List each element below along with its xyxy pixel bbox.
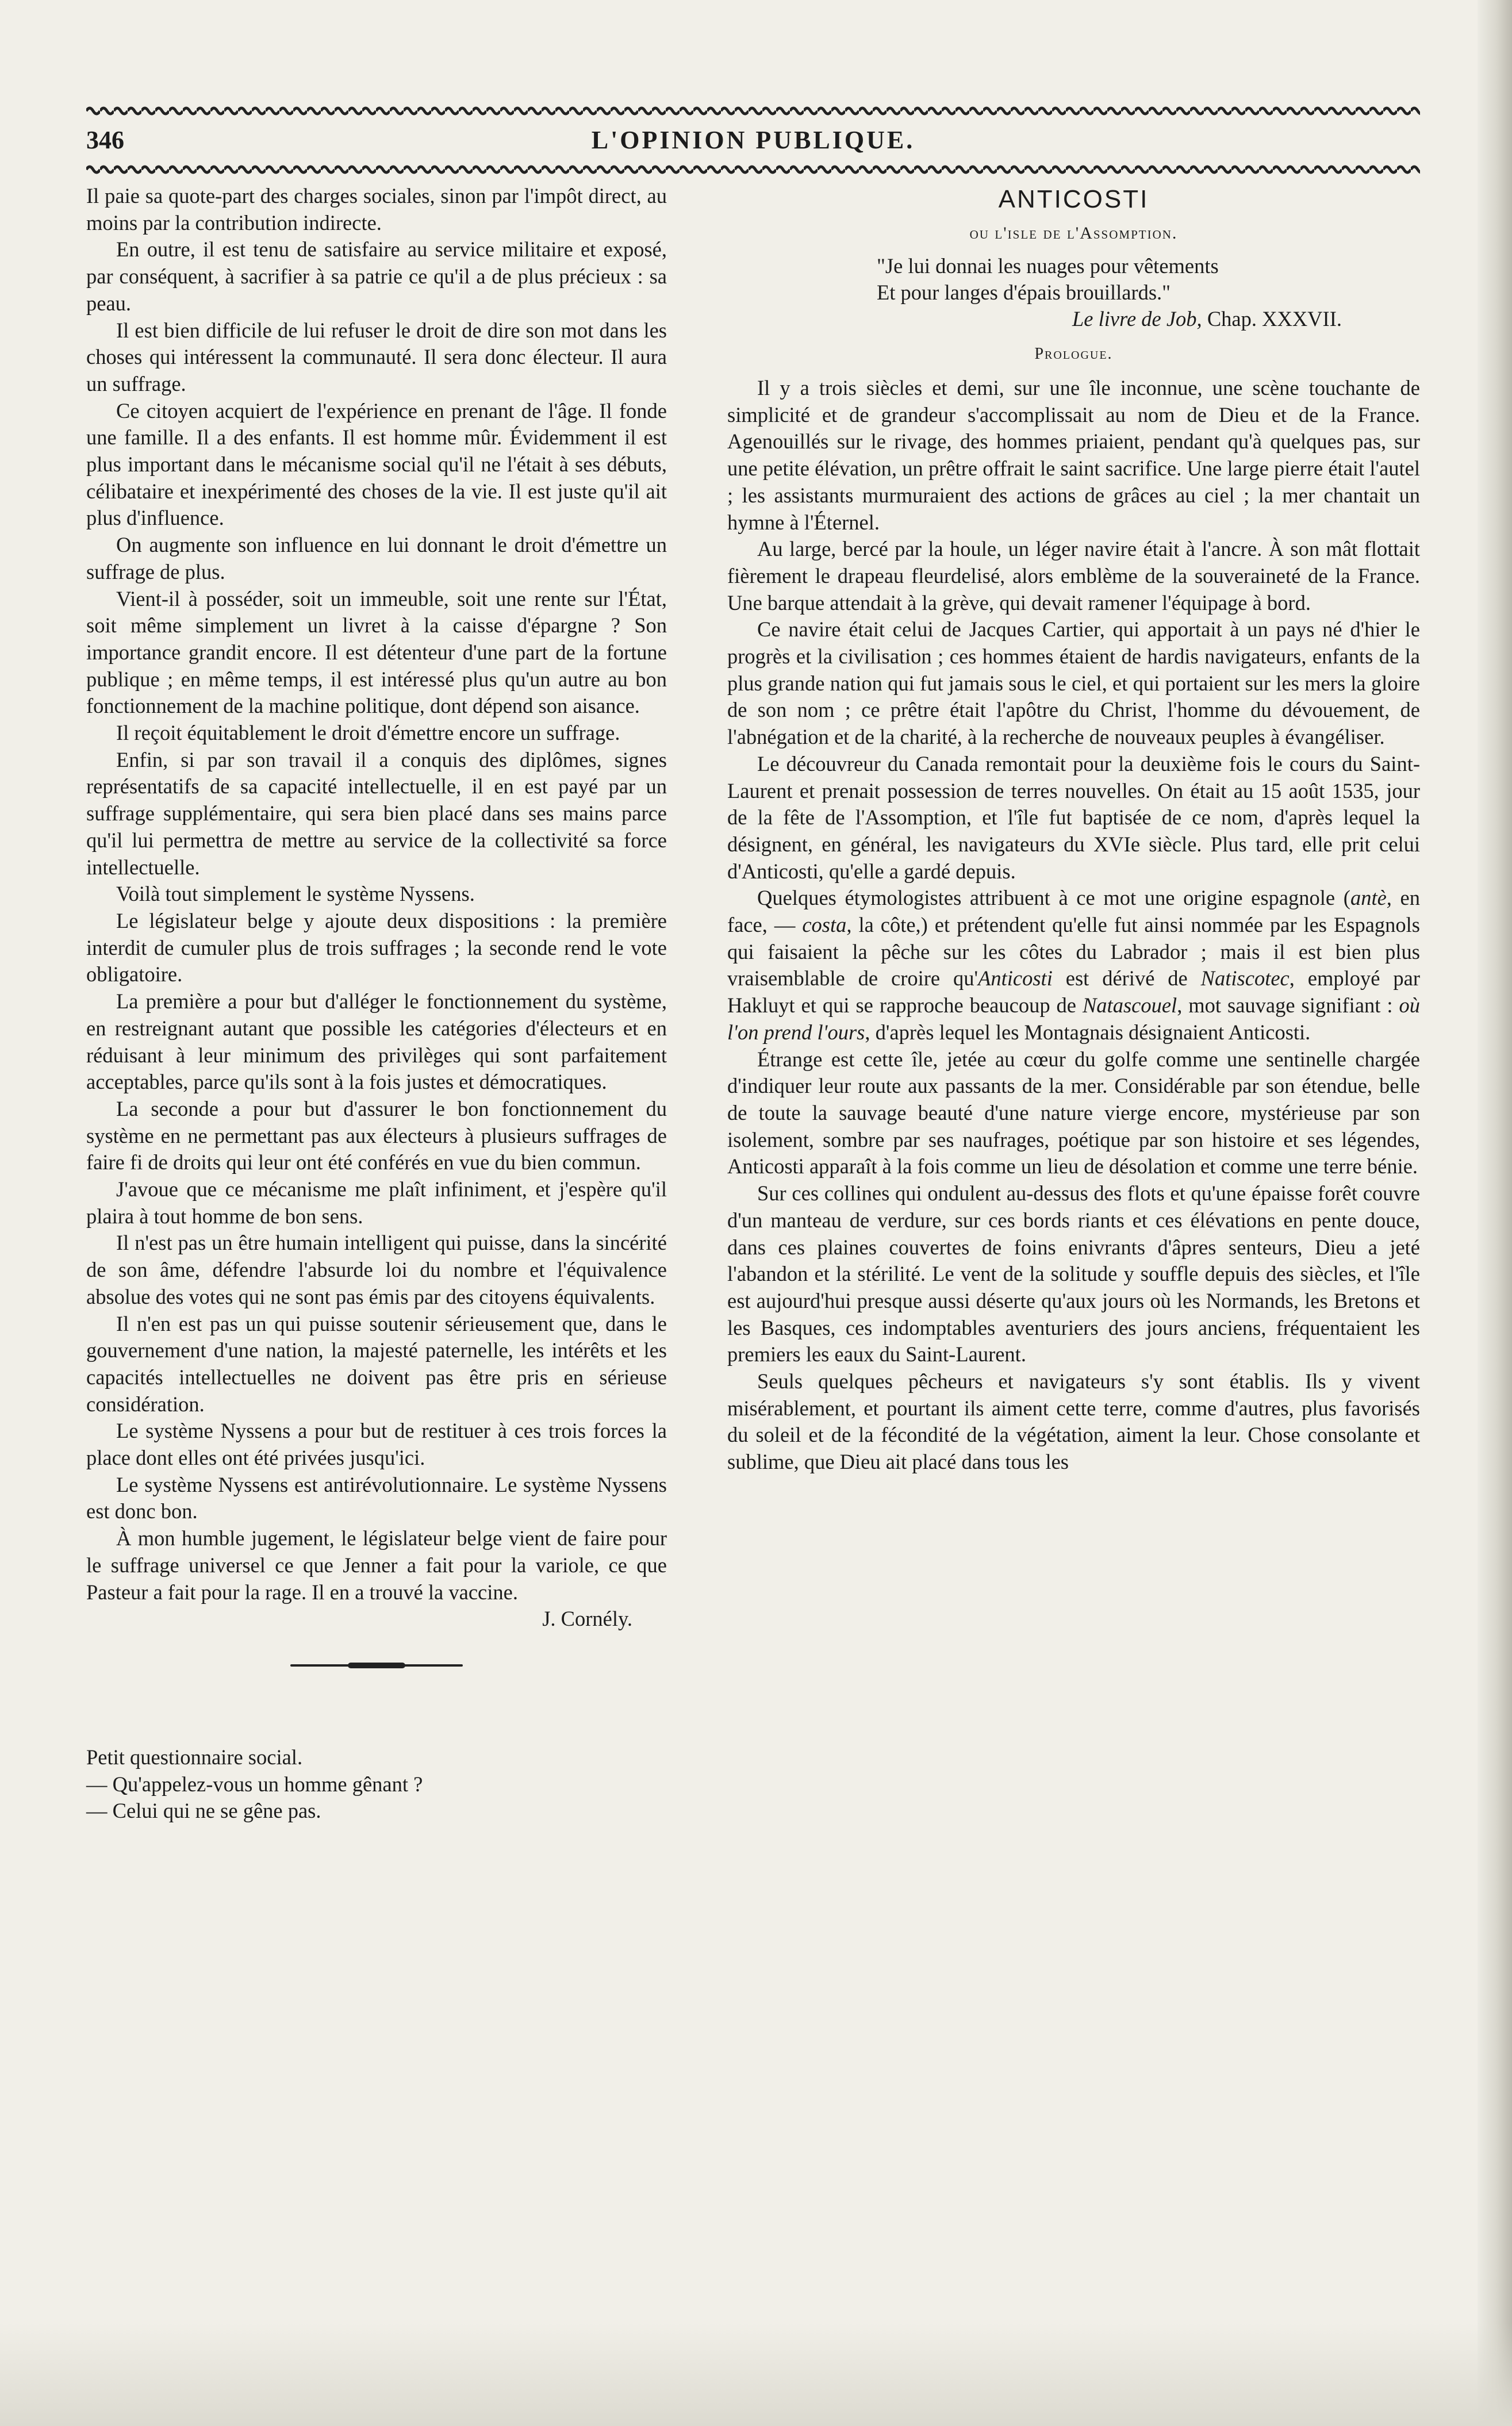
left-paragraph: Enfin, si par son travail il a conquis des diplômes, signes représentatifs de sa capacité intellectuelle, il en est payé par un suffrage supplémentaire, qui sera bien placé dans ses mains parce qu'il lui permettra de mettre au service de la collectivité sa force intellectuelle. (86, 747, 667, 879)
etym-text: en face, — (727, 886, 1421, 937)
questionnaire-title: Petit questionnaire social. (86, 1745, 303, 1769)
right-paragraph: Ce navire était celui de Jacques Cartier, qui apportait à un pays né d'hier le progrès et la civilisation ; ces hommes étaient de hardis navigateurs, enfants de la plus grande nation qui fut jamais sous le ciel, et qui portaient sur les mers la gloire de son nom ; ce prêtre était l'apôtre du Christ, l'homme du dévouement, de l'abnégation et de la charité, à la recherche de nouveaux peuples à évangéliser. (727, 617, 1420, 749)
etym-text: , mot sauvage signifiant : (1177, 993, 1399, 1018)
epigraph-source (877, 306, 1420, 332)
epigraph (727, 253, 1420, 332)
right-paragraph: Seuls quelques pêcheurs et navigateurs s'y sont établis. Ils y vivent misérablement, et pourtant ils aiment cette terre, comme d'autres, plus favorisés du soleil et de la fécondité de la végétation, aiment la leur. Chose consolante et sublime, que Dieu ait placé dans tous les (727, 1369, 1420, 1474)
article-title: ANTICOSTI (998, 185, 1149, 213)
left-paragraph: Voilà tout simplement le système Nyssens. (116, 882, 475, 906)
epigraph-chapter: Chap. XXXVII. (1207, 307, 1342, 331)
signature: J. Cornély. (542, 1607, 632, 1631)
etym-text: Quelques étymologistes attribuent à ce mot une origine espagnole ( (757, 886, 1350, 910)
left-paragraph: Il reçoit équitablement le droit d'émettre encore un suffrage. (116, 721, 620, 745)
etym-italic: Natiscotec (1200, 966, 1290, 991)
epigraph-line: Et pour langes d'épais brouillards." (877, 281, 1171, 304)
left-paragraph: Il paie sa quote-part des charges sociales, sinon par l'impôt direct, au moins par la contribution indirecte. (86, 184, 667, 235)
left-paragraph: Le système Nyssens a pour but de restituer à ces trois forces la place dont elles ont été privées jusqu'ici. (86, 1419, 667, 1470)
left-paragraph: La première a pour but d'alléger le fonctionnement du système, en restreignant autant que possible les catégories d'électeurs et en réduisant à leur minimum des privilèges qui sont parfaitement acceptables, parce qu'ils sont à la fois justes et démocratiques. (86, 989, 667, 1094)
etym-italic: où l'on prend l'ours (727, 993, 1420, 1044)
etym-italic: antè, (1350, 886, 1392, 910)
page-edge-shadow (1478, 0, 1512, 2426)
epigraph-line: "Je lui donnai les nuages pour vêtements (877, 254, 1219, 278)
publication-title: L'OPINION PUBLIQUE. (591, 126, 915, 154)
left-paragraph: Le législateur belge y ajoute deux dispositions : la première interdit de cumuler plus de trois suffrages ; la seconde rend le vote obligatoire. (86, 908, 667, 986)
right-paragraph: Le découvreur du Canada remontait pour la deuxième fois le cours du Saint-Laurent et prenait possession de terres nouvelles. On était au 15 août 1535, jour de la fête de l'Assomption, et l'île fut baptisée de ce nom, d'après lequel la désignent, en général, les navigateurs du XVIe siècle. Plus tard, elle prit celui d'Anticosti, qu'elle a gardé depuis. (727, 751, 1420, 883)
questionnaire-question: — Qu'appelez-vous un homme gênant ? (86, 1772, 423, 1796)
left-paragraph: Il n'est pas un être humain intelligent qui puisse, dans la sincérité de son âme, défendre l'absurde loi du nombre et l'équivalence absolue des votes qui ne sont pas émis par des citoyens équivalents. (86, 1231, 667, 1308)
left-paragraph: Il est bien difficile de lui refuser le droit de dire son mot dans les choses qui intéressent la communauté. Il sera donc électeur. Il aura un suffrage. (86, 318, 667, 396)
left-paragraph: J'avoue que ce mécanisme me plaît infiniment, et j'espère qu'il plaira à tout homme de bon sens. (86, 1177, 667, 1228)
left-paragraph: Le système Nyssens est antirévolutionnaire. Le système Nyssens est donc bon. (86, 1472, 667, 1523)
social-questionnaire (86, 1744, 667, 1825)
left-paragraph: Ce citoyen acquiert de l'expérience en prenant de l'âge. Il fonde une famille. Il a des enfants. Il est homme mûr. Évidemment il est plus important dans le mécanisme social qu'il ne l'était à ses débuts, célibataire et inexpérimenté des choses de la vie. Il est juste qu'il ait plus d'influence. (86, 398, 667, 530)
etym-text: est dérivé de (1052, 966, 1201, 991)
etym-italic: Anticosti (978, 966, 1053, 991)
right-paragraph: Étrange est cette île, jetée au cœur du golfe comme une sentinelle chargée d'indiquer leur route aux passants de la mer. Considérable par son étendue, belle de toute la sauvage beauté d'une nature vierge encore, mystérieuse par son isolement, sombre par ses naufrages, poétique par son histoire et ses légendes, Anticosti apparaît à la fois comme un lieu de désolation et comme une terre bénie. (727, 1047, 1420, 1179)
article-subtitle: ou l'isle de l'Assomption. (969, 224, 1178, 243)
left-column (86, 183, 667, 1825)
questionnaire-answer: — Celui qui ne se gêne pas. (86, 1799, 321, 1823)
right-column (727, 183, 1420, 1476)
etym-text: la côte,) et prétendent qu'elle fut ainsi nommée par les Espagnols qui faisaient la pêche sur les côtes du Labrador ; mais il est bien plus vraisemblable de croire qu' (727, 913, 1421, 991)
right-paragraph: Il y a trois siècles et demi, sur une île inconnue, une scène touchante de simplicité et de grandeur s'accomplissait au nom de Dieu et de la France. Agenouillés sur le rivage, des hommes priaient, pendant qu'à quelques pas, sur une petite élévation, un prêtre offrait le saint sacrifice. Une large pierre était l'autel ; les assistants murmuraient des actions de grâces au ciel ; la mer chantait un hymne à l'Éternel. (727, 376, 1420, 534)
etym-italic: costa, (802, 913, 852, 937)
section-heading: Prologue. (1034, 345, 1113, 363)
left-paragraph: Vient-il à posséder, soit un immeuble, soit une rente sur l'État, soit même simplement un livret à la caisse d'épargne ? Son importance grandit encore. Il est détenteur d'une part de la fortune publique ; en même temps, il est intéressé plus qu'un autre au bon fonctionnement de la machine politique, dont dépend son aisance. (86, 586, 667, 718)
page-bottom-shadow (0, 2323, 1512, 2426)
right-paragraph: Sur ces collines qui ondulent au-dessus des flots et qu'une épaisse forêt couvre d'un manteau de verdure, sur ces bords riants et ces élévations en pente douce, dans ces plaines couvertes de foins enivrants d'âpres senteurs, Dieu a jeté l'abandon et la stérilité. Le vent de la solitude y souffle depuis des siècles, et l'île est aujourd'hui presque aussi déserte qu'aux jours où les Normands, les Bretons et les Basques, ces indomptables aventuriers des jours anciens, fréquentaient les premiers les eaux du Saint-Laurent. (727, 1181, 1420, 1366)
header-wavy-rule-top (86, 103, 1420, 118)
ornamental-divider (290, 1661, 463, 1669)
left-paragraph: À mon humble jugement, le législateur belge vient de faire pour le suffrage universel ce que Jenner a fait pour la variole, ce que Pasteur a fait pour la rage. Il en a trouvé la vaccine. (86, 1526, 667, 1604)
etym-text: , employé par Hakluyt et qui se rapproche beaucoup de (727, 966, 1420, 1018)
left-paragraph: La seconde a pour but d'assurer le bon fonctionnement du système en ne permettant pas aux électeurs à plusieurs suffrages de faire fi de droits qui leur ont été conférés en vue du bien commun. (86, 1096, 667, 1174)
epigraph-book: Le livre de Job, (1072, 307, 1202, 331)
left-paragraph: Il n'en est pas un qui puisse soutenir sérieusement que, dans le gouvernement d'une nation, la majesté paternelle, les intérêts et les capacités intellectuelles ne doivent pas être pris en sérieuse considération. (86, 1311, 667, 1416)
etymology-paragraph (727, 885, 1420, 1046)
etym-italic: Natascouel (1082, 993, 1177, 1018)
right-paragraph: Au large, bercé par la houle, un léger navire était à l'ancre. À son mât flottait fièrement le drapeau fleurdelisé, alors emblème de la souveraineté de la France. Une barque attendait à la grève, qui devait ramener l'équipage à bord. (727, 537, 1420, 615)
etym-text: , d'après lequel les Montagnais désignaient Anticosti. (865, 1020, 1311, 1044)
page-header (86, 122, 1420, 159)
header-wavy-rule-bottom (86, 162, 1420, 177)
left-paragraph: En outre, il est tenu de satisfaire au service militaire et exposé, par conséquent, à sacrifier à sa patrie ce qu'il a de plus précieux : sa peau. (86, 237, 667, 315)
left-paragraph: On augmente son influence en lui donnant le droit d'émettre un suffrage de plus. (86, 533, 667, 584)
page-number: 346 (86, 126, 124, 154)
